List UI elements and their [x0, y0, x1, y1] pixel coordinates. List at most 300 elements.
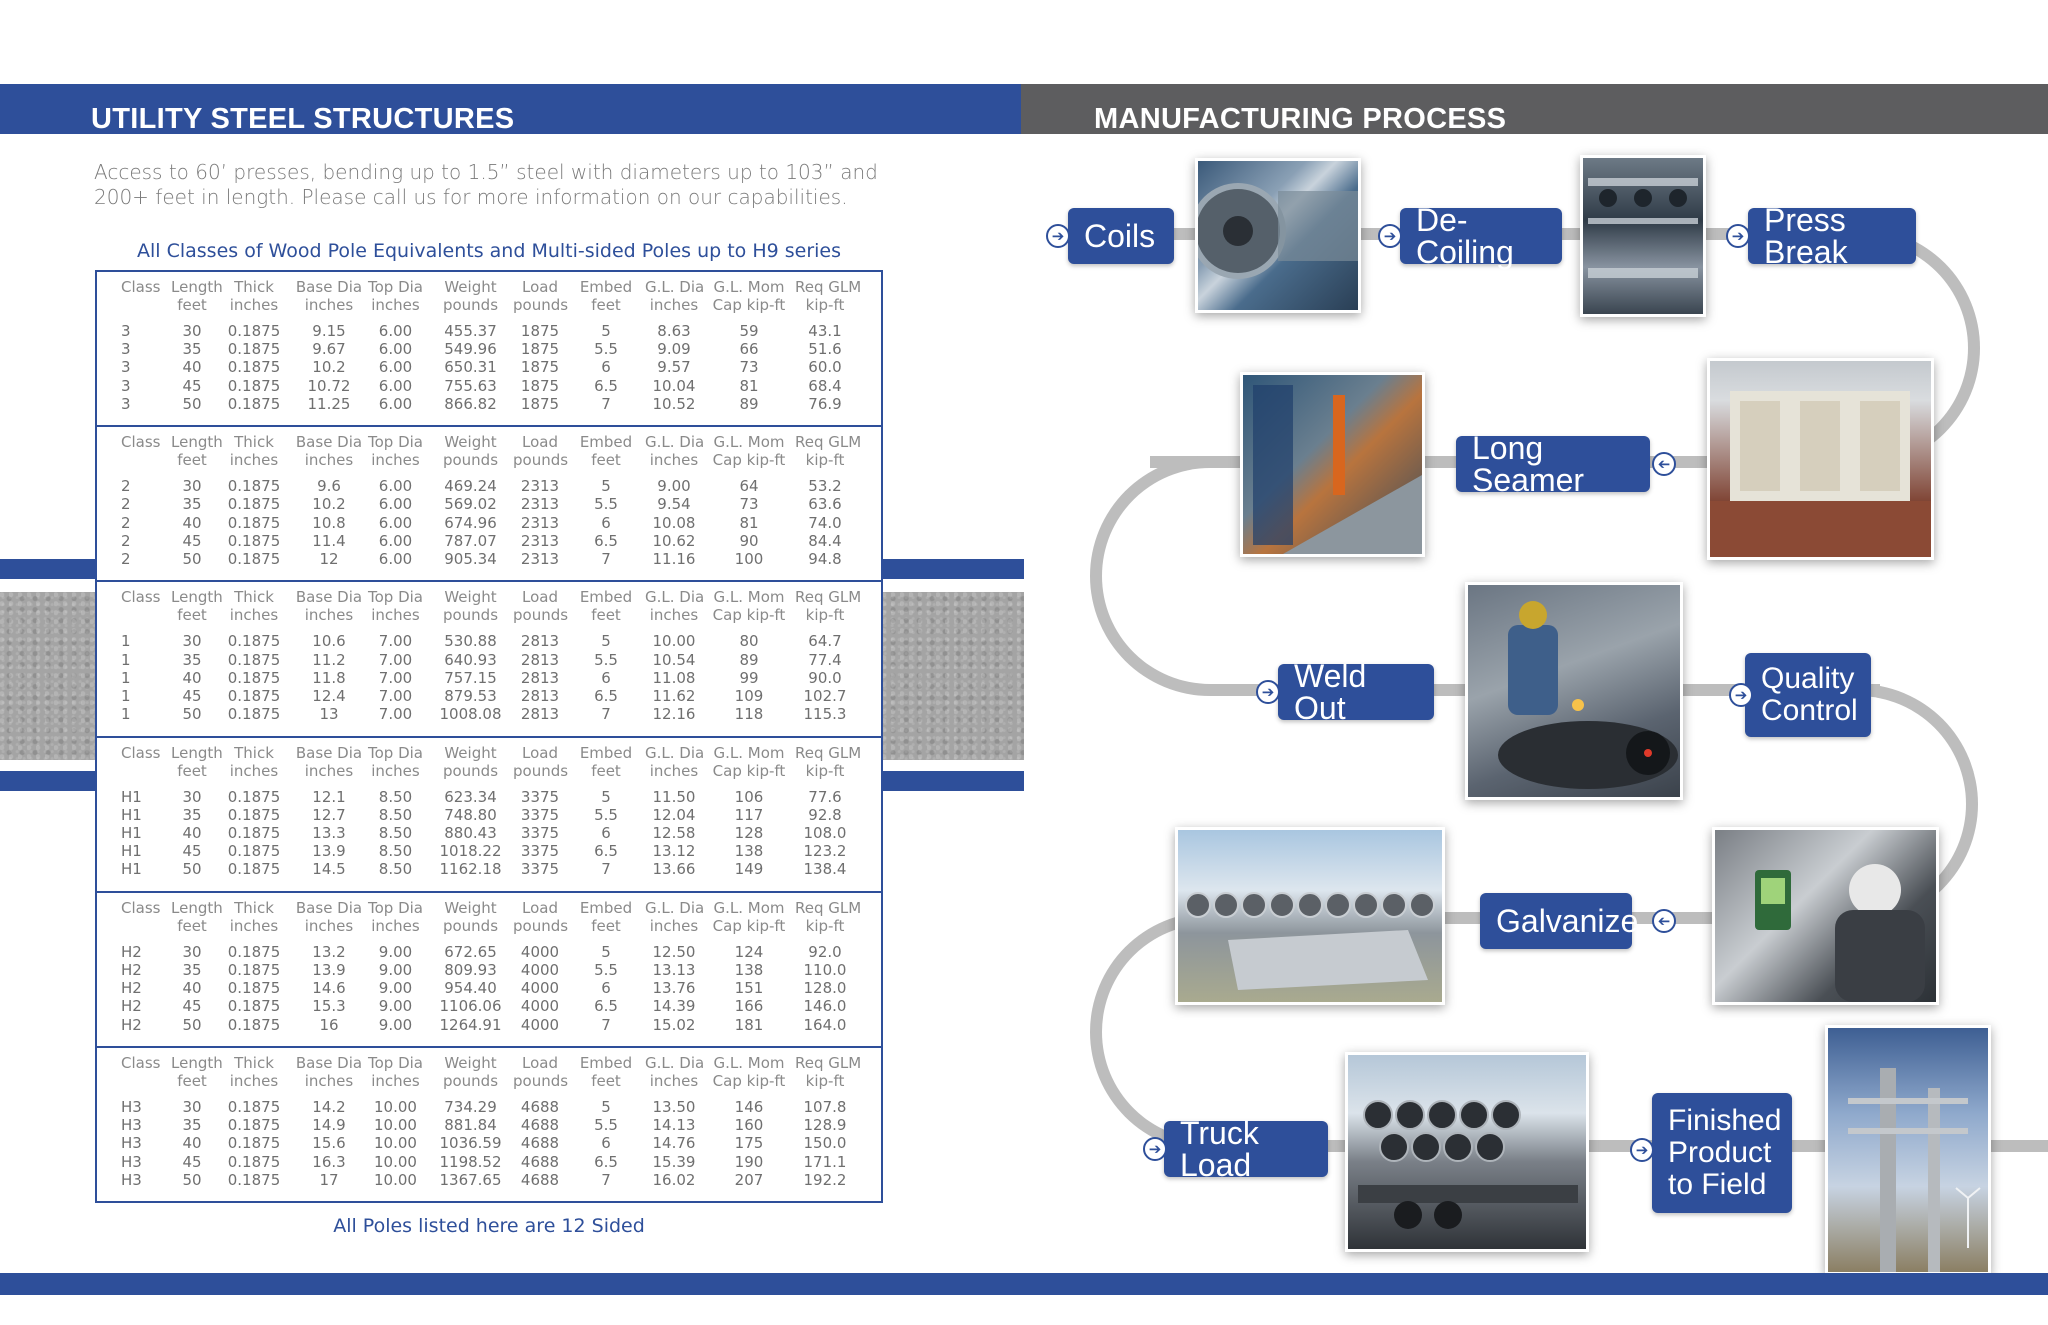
table-row-cell: 6.00: [378, 513, 413, 532]
table-row-cell: 45: [182, 842, 202, 861]
column-header-cell: Load: [522, 1053, 558, 1072]
circled-arrow-icon: ➔: [1630, 1138, 1654, 1162]
column-header: [97, 899, 881, 917]
column-units: [97, 917, 881, 935]
column-header-cell: Top Dia: [368, 898, 423, 917]
table-row-cell: 7: [601, 1170, 611, 1189]
table-row-cell: 175: [734, 1134, 764, 1153]
column-units-cell: feet: [591, 916, 621, 935]
row-spacer: [97, 624, 881, 632]
column-units-cell: Cap kip-ft: [712, 606, 786, 625]
table-row-cell: 12.50: [652, 942, 696, 961]
table-row-cell: 1106.06: [439, 997, 502, 1016]
column-units-cell: feet: [177, 606, 207, 625]
utility-steel-title: UTILITY STEEL STRUCTURES: [91, 104, 515, 134]
table-row-cell: 12.4: [312, 686, 346, 705]
table-row-cell: 4000: [520, 1015, 560, 1034]
table-row-cell: 13: [319, 705, 339, 724]
table-row-cell: 4688: [520, 1116, 560, 1135]
column-units-cell: feet: [177, 1071, 207, 1090]
press-graphic: [1710, 361, 1931, 557]
table-row-cell: 1162.18: [439, 860, 502, 879]
column-units-cell: inches: [229, 606, 279, 625]
table-row-cell: 469.24: [444, 477, 497, 496]
table-row-cell: 138.4: [803, 860, 847, 879]
column-header-cell: G.L. Mom: [713, 743, 785, 762]
table-row-cell: 12.04: [652, 805, 696, 824]
table-row-cell: 0.1875: [227, 787, 281, 806]
table-row-cell: 0.1875: [227, 1152, 281, 1171]
table-row-cell: 0.1875: [227, 823, 281, 842]
column-header: [97, 433, 881, 451]
column-units-cell: pounds: [513, 1071, 569, 1090]
column-header-cell: Weight: [444, 433, 497, 452]
table-row-cell: 110.0: [803, 960, 847, 979]
table-row: [97, 943, 881, 961]
table-row-cell: 76.9: [808, 394, 842, 413]
table-row-cell: 672.65: [444, 942, 497, 961]
table-row-cell: 4000: [520, 997, 560, 1016]
table-footer-note: All Poles listed here are 12 Sided: [333, 1215, 645, 1237]
column-header-cell: Load: [522, 898, 558, 917]
table-row-cell: 6.00: [378, 495, 413, 514]
step-decoiling-label: De-Coiling: [1416, 202, 1514, 270]
table-row-cell: 77.6: [808, 787, 842, 806]
table-row-cell: 9.57: [657, 358, 691, 377]
column-units-cell: feet: [591, 296, 621, 314]
table-row-cell: 6.5: [594, 376, 618, 395]
step-long-seamer-label: Long Seamer: [1472, 430, 1585, 498]
table-row-cell: 115.3: [803, 705, 847, 724]
step-finished-product: [1652, 1093, 1792, 1213]
table-row-cell: 12: [319, 550, 339, 568]
table-row-cell: 106: [734, 787, 764, 806]
column-units-cell: inches: [649, 1071, 699, 1090]
table-row-cell: 35: [182, 805, 202, 824]
table-row-cell: 9.00: [378, 997, 413, 1016]
column-units-cell: inches: [371, 296, 420, 314]
table-row-cell: 2813: [520, 668, 560, 687]
truck-graphic: [1348, 1055, 1586, 1249]
table-row-cell: 6.00: [378, 531, 413, 550]
table-row-cell: 0.1875: [227, 394, 281, 413]
column-units-cell: pounds: [442, 606, 499, 625]
column-units-cell: pounds: [513, 296, 569, 314]
table-row-cell: 757.15: [444, 668, 497, 687]
table-row-cell: 99: [739, 668, 759, 687]
column-header-cell: G.L. Mom: [713, 588, 785, 607]
row-spacer: [97, 935, 881, 943]
table-row-cell: 40: [182, 979, 202, 998]
column-units-cell: [97, 917, 171, 935]
table-row-cell: 1: [121, 650, 131, 669]
table-row: [97, 322, 881, 340]
table-row-cell: 3: [121, 340, 131, 359]
table-row-cell: H2: [121, 960, 142, 979]
column-header: [97, 744, 881, 762]
table-row-cell: 6.00: [378, 322, 413, 340]
weld-out-photo: [1465, 582, 1683, 800]
table-row-cell: 9.15: [312, 322, 346, 340]
table-row-cell: 35: [182, 960, 202, 979]
table-row-cell: 12.7: [312, 805, 346, 824]
table-row: [97, 358, 881, 376]
table-row-cell: 80: [739, 632, 759, 651]
table-row-cell: 455.37: [444, 322, 497, 340]
circled-arrow-icon: ➔: [1256, 680, 1280, 704]
table-row-cell: 3: [121, 322, 131, 340]
column-header-cell: Thick: [234, 433, 274, 452]
table-row: [97, 1116, 881, 1134]
table-row-cell: 7: [601, 394, 611, 413]
table-row-cell: 4688: [520, 1170, 560, 1189]
table-row-cell: 2: [121, 477, 131, 496]
column-units-cell: inches: [371, 1071, 420, 1090]
table-row-cell: 3375: [520, 787, 560, 806]
table-row-cell: 8.50: [378, 805, 413, 824]
column-units-cell: feet: [177, 761, 207, 780]
step-truck-load-label: Truck Load: [1180, 1115, 1259, 1183]
table-row-cell: 4688: [520, 1152, 560, 1171]
rollers-graphic: [1583, 158, 1703, 314]
column-header-cell: Thick: [234, 588, 274, 607]
table-row-cell: 92.8: [808, 805, 842, 824]
table-row-cell: 1875: [520, 394, 560, 413]
table-row-cell: 30: [182, 477, 202, 496]
column-header-cell: Weight: [444, 1053, 497, 1072]
step-quality-control-label: Quality Control: [1761, 662, 1858, 727]
table-row-cell: 53.2: [808, 477, 842, 496]
table-row-cell: 3375: [520, 823, 560, 842]
table-row-cell: 5.5: [594, 495, 618, 514]
column-header-cell: Class: [121, 433, 161, 452]
column-units-cell: feet: [591, 1071, 621, 1090]
table-row-cell: 10.72: [307, 376, 351, 395]
table-row-cell: H2: [121, 1015, 142, 1034]
table-row-cell: 2: [121, 495, 131, 514]
table-row: [97, 979, 881, 997]
table-row-cell: 6.00: [378, 340, 413, 359]
table-row-cell: 77.4: [808, 650, 842, 669]
table-row-cell: 0.1875: [227, 531, 281, 550]
column-header-cell: Req GLM: [795, 898, 862, 917]
step-long-seamer: [1456, 430, 1650, 498]
table-row-cell: 787.07: [444, 531, 497, 550]
table-row-cell: 13.2: [312, 942, 346, 961]
table-row-cell: 10.8: [312, 513, 346, 532]
table-row-cell: 6.5: [594, 531, 618, 550]
table-row-cell: 30: [182, 632, 202, 651]
table-row-cell: 10.00: [374, 1116, 417, 1135]
table-row-cell: 748.80: [444, 805, 497, 824]
table-row-cell: 59: [739, 322, 759, 340]
table-row-cell: 146: [734, 1097, 764, 1116]
table-row-cell: H1: [121, 787, 142, 806]
table-row-cell: H1: [121, 860, 142, 879]
table-row-cell: 2: [121, 550, 131, 568]
table-row-cell: 9.67: [312, 340, 346, 359]
table-row-cell: 9.54: [657, 495, 691, 514]
table-row-cell: 6.00: [378, 550, 413, 568]
table-row-cell: 40: [182, 668, 202, 687]
table-row-cell: 3: [121, 394, 131, 413]
table-row-cell: 68.4: [808, 376, 842, 395]
finished-product-photo: [1825, 1025, 1991, 1275]
column-header-cell: Load: [522, 743, 558, 762]
column-header-cell: G.L. Dia: [645, 898, 705, 917]
table-row-cell: 10.2: [312, 495, 346, 514]
welder-graphic: [1468, 585, 1680, 797]
table-row-cell: 11.08: [652, 668, 696, 687]
column-units: [97, 1072, 881, 1090]
coil-graphic: [1198, 161, 1358, 311]
table-row-cell: 2313: [520, 477, 560, 496]
table-row-cell: H1: [121, 842, 142, 861]
table-row-cell: 13.13: [652, 960, 696, 979]
table-row-cell: 0.1875: [227, 358, 281, 377]
table-row-cell: 63.6: [808, 495, 842, 514]
table-row-cell: 10.00: [374, 1152, 417, 1171]
table-row: [97, 514, 881, 532]
table-row: [97, 495, 881, 513]
table-row-cell: 3375: [520, 842, 560, 861]
column-header-cell: Embed: [579, 278, 633, 296]
table-row-cell: 118: [734, 705, 764, 724]
table-row-cell: 138: [734, 960, 764, 979]
table-row-cell: 128.9: [803, 1116, 847, 1135]
table-row-cell: 14.13: [652, 1116, 696, 1135]
column-header-cell: G.L. Mom: [713, 433, 785, 452]
table-row-cell: 15.6: [312, 1134, 346, 1153]
column-header-cell: Thick: [234, 743, 274, 762]
table-row-cell: 3375: [520, 805, 560, 824]
table-row-cell: 66: [739, 340, 759, 359]
circled-arrow-icon: ➔: [1652, 452, 1676, 476]
table-row-cell: 1008.08: [439, 705, 502, 724]
table-row-cell: 10.04: [652, 376, 696, 395]
column-units-cell: kip-ft: [805, 1071, 845, 1090]
column-header-cell: G.L. Mom: [713, 898, 785, 917]
column-header-cell: Load: [522, 588, 558, 607]
table-row-cell: 10.2: [312, 358, 346, 377]
table-row: [97, 961, 881, 979]
column-units: [97, 451, 881, 469]
column-units-cell: inches: [229, 296, 279, 314]
table-row-cell: 1875: [520, 340, 560, 359]
column-units-cell: inches: [649, 916, 699, 935]
table-row-cell: 16: [319, 1015, 339, 1034]
step-weld-out: [1278, 658, 1434, 726]
table-row-cell: 6: [601, 1134, 611, 1153]
table-row-cell: 4000: [520, 979, 560, 998]
table-row-cell: 50: [182, 550, 202, 568]
pole-class-block: [97, 272, 881, 427]
table-row-cell: 530.88: [444, 632, 497, 651]
table-row-cell: 164.0: [803, 1015, 847, 1034]
column-header-cell: Length: [171, 898, 223, 917]
table-row: [97, 687, 881, 705]
table-row: [97, 1153, 881, 1171]
table-row-cell: H1: [121, 823, 142, 842]
table-row-cell: 81: [739, 376, 759, 395]
table-row-cell: 13.3: [312, 823, 346, 842]
table-row: [97, 651, 881, 669]
column-header-cell: Class: [121, 1053, 161, 1072]
table-row-cell: 109: [734, 686, 764, 705]
table-row-cell: 2: [121, 531, 131, 550]
table-row-cell: 755.63: [444, 376, 497, 395]
column-units-cell: kip-ft: [805, 761, 845, 780]
column-header-cell: Embed: [579, 1053, 633, 1072]
column-header-cell: Class: [121, 743, 161, 762]
table-row-cell: 0.1875: [227, 322, 281, 340]
table-row-cell: 30: [182, 787, 202, 806]
circled-arrow-icon: ➔: [1729, 683, 1753, 707]
column-units-cell: [97, 451, 171, 469]
table-row-cell: 123.2: [803, 842, 847, 861]
column-units-cell: feet: [591, 606, 621, 625]
column-header-cell: Req GLM: [795, 743, 862, 762]
column-header-cell: Req GLM: [795, 588, 862, 607]
table-row-cell: 150.0: [803, 1134, 847, 1153]
pole-spec-table: [95, 270, 883, 1203]
table-row-cell: 50: [182, 860, 202, 879]
table-row: [97, 1098, 881, 1116]
table-row-cell: 734.29: [444, 1097, 497, 1116]
table-row-cell: 809.93: [444, 960, 497, 979]
table-row-cell: H1: [121, 805, 142, 824]
table-row: [97, 477, 881, 495]
table-row-cell: 14.5: [312, 860, 346, 879]
table-row-cell: 160: [734, 1116, 764, 1135]
table-row-cell: 60.0: [808, 358, 842, 377]
table-row-cell: H3: [121, 1170, 142, 1189]
table-row-cell: 7: [601, 860, 611, 879]
table-row: [97, 860, 881, 878]
press-break-photo: [1707, 358, 1934, 560]
column-header-cell: G.L. Dia: [645, 433, 705, 452]
column-header-cell: Base Dia: [295, 743, 363, 762]
column-header-cell: Req GLM: [795, 433, 862, 452]
table-row-cell: H3: [121, 1097, 142, 1116]
column-units-cell: inches: [304, 1071, 354, 1090]
column-units-cell: inches: [304, 916, 354, 935]
column-units-cell: kip-ft: [805, 451, 845, 470]
column-header-cell: G.L. Dia: [645, 1053, 705, 1072]
table-row-cell: 11.62: [652, 686, 696, 705]
column-header-cell: Class: [121, 278, 161, 296]
table-row-cell: 16.3: [312, 1152, 346, 1171]
table-row: [97, 669, 881, 687]
table-row: [97, 1171, 881, 1189]
table-row-cell: 45: [182, 531, 202, 550]
table-row-cell: 4000: [520, 942, 560, 961]
column-units-cell: inches: [649, 296, 699, 314]
table-row-cell: 5: [601, 1097, 611, 1116]
column-header-cell: Top Dia: [368, 743, 423, 762]
intro-text: Access to 60’ presses, bending up to 1.5” steel with diameters up to 103” and 200+ feet in length. Please call us for more information on our capabilities.: [94, 160, 878, 209]
column-header-cell: Top Dia: [368, 278, 423, 296]
table-row-cell: 10.54: [652, 650, 696, 669]
step-press-break: [1748, 202, 1916, 270]
table-row-cell: 43.1: [808, 322, 842, 340]
table-row-cell: 128: [734, 823, 764, 842]
table-row-cell: 190: [734, 1152, 764, 1171]
table-row-cell: 1875: [520, 322, 560, 340]
bottom-band: [0, 1273, 2048, 1295]
table-row-cell: 1875: [520, 358, 560, 377]
table-row-cell: 569.02: [444, 495, 497, 514]
table-row-cell: 6.5: [594, 686, 618, 705]
table-row-cell: 35: [182, 1116, 202, 1135]
column-header-cell: Base Dia: [295, 1053, 363, 1072]
table-row: [97, 824, 881, 842]
table-row-cell: 73: [739, 358, 759, 377]
galvanized-poles-graphic: [1178, 830, 1442, 1002]
table-row-cell: 1018.22: [439, 842, 502, 861]
table-row-cell: 64.7: [808, 632, 842, 651]
table-row: [97, 997, 881, 1015]
column-units-cell: feet: [177, 296, 207, 314]
table-row-cell: 6: [601, 979, 611, 998]
column-header-cell: Length: [171, 433, 223, 452]
column-units-cell: inches: [229, 451, 279, 470]
column-units-cell: inches: [304, 606, 354, 625]
table-row-cell: 117: [734, 805, 764, 824]
table-row-cell: 15.3: [312, 997, 346, 1016]
table-row-cell: 6.00: [378, 358, 413, 377]
table-row-cell: 40: [182, 823, 202, 842]
row-spacer: [97, 469, 881, 477]
column-header-cell: Top Dia: [368, 588, 423, 607]
table-row-cell: 11.25: [307, 394, 351, 413]
track-curve-left-1: [1090, 456, 1240, 696]
table-row-cell: 0.1875: [227, 1097, 281, 1116]
column-header-cell: Embed: [579, 433, 633, 452]
column-units-cell: pounds: [513, 916, 569, 935]
table-row-cell: 879.53: [444, 686, 497, 705]
table-row-cell: 0.1875: [227, 1015, 281, 1034]
table-row-cell: 166: [734, 997, 764, 1016]
column-header-cell: Load: [522, 433, 558, 452]
circled-arrow-icon: ➔: [1726, 224, 1750, 248]
table-row: [97, 395, 881, 413]
step-weld-out-label: Weld Out: [1294, 658, 1367, 726]
table-row-cell: 6.5: [594, 997, 618, 1016]
table-row-cell: 13.76: [652, 979, 696, 998]
column-header-cell: Class: [121, 898, 161, 917]
column-units: [97, 762, 881, 780]
table-row-cell: 2313: [520, 495, 560, 514]
table-row-cell: 0.1875: [227, 960, 281, 979]
table-row-cell: 6.5: [594, 1152, 618, 1171]
column-units-cell: [97, 606, 171, 624]
pole-class-block: [97, 738, 881, 893]
table-row-cell: 10.00: [374, 1134, 417, 1153]
table-row-cell: 30: [182, 942, 202, 961]
table-row-cell: 623.34: [444, 787, 497, 806]
table-row-cell: 6.5: [594, 842, 618, 861]
column-units-cell: [97, 1072, 171, 1090]
table-row-cell: H3: [121, 1116, 142, 1135]
table-row-cell: 1367.65: [439, 1170, 502, 1189]
column-units-cell: pounds: [513, 606, 569, 625]
table-row: [97, 806, 881, 824]
column-units-cell: pounds: [442, 1071, 499, 1090]
table-row-cell: 0.1875: [227, 842, 281, 861]
table-row-cell: 6.00: [378, 376, 413, 395]
column-header-cell: Thick: [234, 898, 274, 917]
